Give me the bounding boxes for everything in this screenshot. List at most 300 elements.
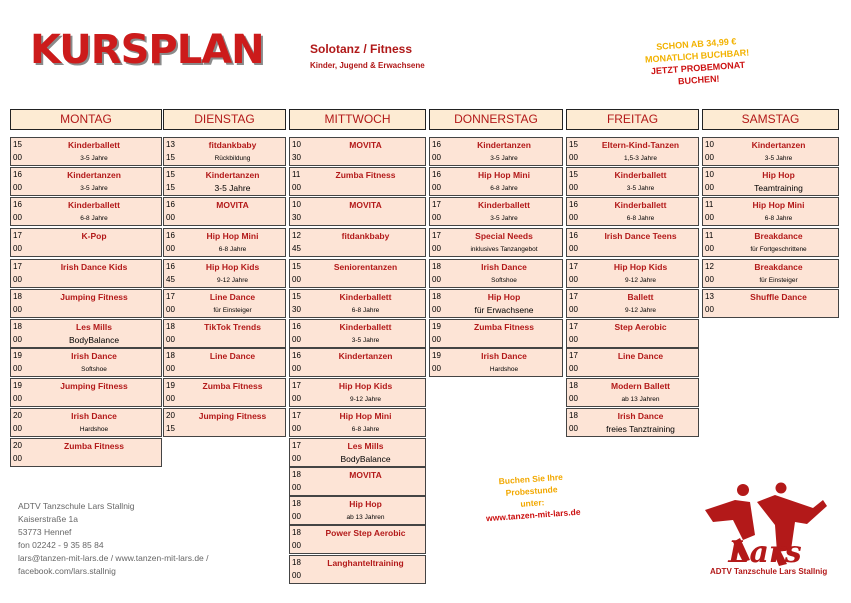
course-detail: freies Tanztraining <box>606 424 675 434</box>
course-minute: 30 <box>292 153 301 162</box>
course-minute: 00 <box>292 335 301 344</box>
course-minute: 30 <box>292 213 301 222</box>
day-header: FREITAG <box>566 109 699 130</box>
address-line: fon 02242 - 9 35 85 84 <box>18 540 104 550</box>
course-detail: BodyBalance <box>340 454 391 464</box>
course-cell[interactable] <box>289 378 426 407</box>
course-minute: 00 <box>705 213 714 222</box>
course-name: Hip Hop Mini <box>206 231 259 241</box>
course-hour: 13 <box>705 292 714 301</box>
course-cell[interactable] <box>10 348 162 377</box>
course-hour: 16 <box>292 351 301 360</box>
day-header: MONTAG <box>10 109 162 130</box>
course-minute: 00 <box>292 183 301 192</box>
course-hour: 18 <box>292 558 301 567</box>
course-minute: 00 <box>292 364 301 373</box>
course-minute: 00 <box>13 364 22 373</box>
course-minute: 45 <box>292 244 301 253</box>
course-cell[interactable] <box>10 408 162 437</box>
course-detail: BodyBalance <box>68 335 120 345</box>
course-minute: 00 <box>569 183 578 192</box>
course-hour: 11 <box>705 231 714 240</box>
course-cell[interactable] <box>163 197 286 226</box>
booking-line: Buchen Sie Ihre <box>498 471 564 487</box>
course-hour: 20 <box>13 441 22 450</box>
course-name: Zumba Fitness <box>335 170 396 180</box>
course-minute: 00 <box>569 275 578 284</box>
course-name: Zumba Fitness <box>474 322 534 332</box>
course-hour: 15 <box>292 292 301 301</box>
course-detail: 9-12 Jahre <box>624 277 657 284</box>
course-cell[interactable] <box>702 167 839 196</box>
course-minute: 00 <box>13 454 22 463</box>
booking-line: Probestunde <box>505 484 558 498</box>
course-name: Breakdance <box>754 262 803 272</box>
course-cell[interactable] <box>289 319 426 348</box>
booking-url-link[interactable]: www.tanzen-mit-lars.de <box>485 506 581 524</box>
course-detail: 6-8 Jahre <box>626 215 655 222</box>
course-minute: 00 <box>432 364 441 373</box>
booking-note <box>460 468 603 526</box>
course-cell[interactable] <box>566 259 699 288</box>
course-name: Irish Dance <box>481 262 527 272</box>
course-detail: für Einsteiger <box>759 277 798 284</box>
course-hour: 17 <box>432 231 441 240</box>
course-hour: 16 <box>166 200 175 209</box>
course-minute: 00 <box>13 424 22 433</box>
course-hour: 19 <box>432 351 441 360</box>
course-cell[interactable] <box>10 228 162 257</box>
course-minute: 00 <box>13 244 22 253</box>
course-detail: Teamtraining <box>754 183 803 193</box>
course-cell[interactable] <box>429 348 563 377</box>
course-name: Kindertanzen <box>477 140 531 150</box>
course-minute: 00 <box>292 571 301 580</box>
course-hour: 15 <box>13 140 22 149</box>
course-hour: 17 <box>13 262 22 271</box>
course-name: MOVITA <box>349 200 382 210</box>
course-hour: 16 <box>569 231 578 240</box>
course-hour: 12 <box>292 231 301 240</box>
course-minute: 00 <box>705 275 714 284</box>
day-header: SAMSTAG <box>702 109 839 130</box>
course-detail: 1,5-3 Jahre <box>624 155 657 162</box>
course-cell[interactable] <box>163 319 286 348</box>
course-hour: 16 <box>13 200 22 209</box>
course-hour: 18 <box>13 322 22 331</box>
course-cell[interactable] <box>429 319 563 348</box>
course-minute: 15 <box>166 153 175 162</box>
address-line: Kaiserstraße 1a <box>18 514 78 524</box>
course-cell[interactable] <box>289 259 426 288</box>
course-name: Breakdance <box>754 231 803 241</box>
course-name: Langhanteltraining <box>327 558 404 568</box>
course-detail: Softshoe <box>81 366 107 373</box>
course-detail: 6-8 Jahre <box>764 215 793 222</box>
course-hour: 18 <box>569 381 578 390</box>
course-name: Jumping Fitness <box>60 381 128 391</box>
course-cell[interactable] <box>702 197 839 226</box>
course-hour: 20 <box>166 411 175 420</box>
course-minute: 15 <box>166 424 175 433</box>
day-header: DIENSTAG <box>163 109 286 130</box>
course-name: Kindertanzen <box>67 170 121 180</box>
course-name: Kinderballett <box>614 170 667 180</box>
course-detail: 6-8 Jahre <box>218 246 247 253</box>
course-detail: 9-12 Jahre <box>216 277 249 284</box>
course-minute: 00 <box>569 305 578 314</box>
course-cell[interactable] <box>289 167 426 196</box>
course-name: Eltern-Kind-Tanzen <box>601 140 680 150</box>
course-hour: 17 <box>569 322 578 331</box>
course-hour: 16 <box>432 140 441 149</box>
course-minute: 00 <box>432 244 441 253</box>
course-detail: 3-5 Jahre <box>80 185 108 192</box>
course-hour: 10 <box>705 140 714 149</box>
course-cell[interactable] <box>429 197 563 226</box>
course-cell[interactable] <box>289 137 426 166</box>
course-hour: 17 <box>432 200 441 209</box>
course-name: Line Dance <box>209 351 256 361</box>
course-cell[interactable] <box>429 289 563 318</box>
course-cell[interactable] <box>566 408 699 437</box>
course-minute: 00 <box>292 483 301 492</box>
course-name: Zumba Fitness <box>64 441 124 451</box>
booking-line: unter: <box>520 497 545 509</box>
course-name: MOVITA <box>349 470 382 480</box>
course-cell[interactable] <box>566 228 699 257</box>
course-hour: 10 <box>292 140 301 149</box>
address-line: 53773 Hennef <box>18 527 72 537</box>
course-hour: 18 <box>292 470 301 479</box>
course-name: Step Aerobic <box>614 322 667 332</box>
promo-line: MONATLICH BUCHBAR! <box>644 47 750 65</box>
logo-caption: ADTV Tanzschule Lars Stallnig <box>710 567 828 576</box>
course-detail: Rückbildung <box>214 155 251 162</box>
page-subtitle: Solotanz / Fitness <box>310 42 413 56</box>
course-minute: 00 <box>569 364 578 373</box>
course-minute: 00 <box>569 335 578 344</box>
course-detail: 9-12 Jahre <box>349 396 382 403</box>
course-cell[interactable] <box>702 259 839 288</box>
course-detail: ab 13 Jahren <box>346 514 385 521</box>
course-cell[interactable] <box>566 289 699 318</box>
course-minute: 00 <box>292 394 301 403</box>
course-name: MOVITA <box>349 140 382 150</box>
course-minute: 00 <box>292 424 301 433</box>
course-name: Irish Dance <box>617 411 664 421</box>
course-hour: 16 <box>166 262 175 271</box>
course-hour: 17 <box>292 441 301 450</box>
course-name: Power Step Aerobic <box>325 528 406 538</box>
course-hour: 18 <box>166 351 175 360</box>
course-name: Hip Hop Mini <box>752 200 805 210</box>
course-cell[interactable] <box>566 197 699 226</box>
course-cell[interactable] <box>10 197 162 226</box>
course-cell[interactable] <box>289 525 426 554</box>
course-hour: 18 <box>292 499 301 508</box>
page-subtitle-audience: Kinder, Jugend & Erwachsene <box>310 61 425 70</box>
course-hour: 19 <box>13 351 22 360</box>
course-hour: 15 <box>166 170 175 179</box>
course-detail: 3-5 Jahre <box>214 183 251 193</box>
course-name: Kinderballett <box>614 200 667 210</box>
course-hour: 16 <box>432 170 441 179</box>
course-cell[interactable] <box>429 228 563 257</box>
course-minute: 00 <box>432 183 441 192</box>
course-name: Irish Dance Teens <box>604 231 677 241</box>
course-name: Line Dance <box>617 351 664 361</box>
course-hour: 18 <box>166 322 175 331</box>
course-minute: 00 <box>432 213 441 222</box>
course-cell[interactable] <box>566 348 699 377</box>
course-minute: 00 <box>13 335 22 344</box>
course-name: Irish Dance <box>71 411 117 421</box>
course-cell[interactable] <box>289 467 426 496</box>
course-minute: 00 <box>166 213 175 222</box>
promo-line: SCHON AB 34,99 € <box>655 36 737 52</box>
course-cell[interactable] <box>566 167 699 196</box>
course-cell[interactable] <box>163 348 286 377</box>
course-name: Kinderballett <box>339 322 392 332</box>
course-detail: 3-5 Jahre <box>351 337 380 344</box>
course-hour: 17 <box>569 351 578 360</box>
promo-line: BUCHEN! <box>677 73 720 87</box>
course-minute: 00 <box>292 541 301 550</box>
course-detail: 3-5 Jahre <box>626 185 655 192</box>
course-cell[interactable] <box>163 137 286 166</box>
address-line[interactable]: facebook.com/lars.stallnig <box>18 566 116 576</box>
course-minute: 00 <box>569 424 578 433</box>
course-detail: 6-8 Jahre <box>351 307 380 314</box>
course-cell[interactable] <box>566 319 699 348</box>
course-minute: 00 <box>166 305 175 314</box>
course-minute: 00 <box>166 244 175 253</box>
course-minute: 00 <box>569 244 578 253</box>
course-cell[interactable] <box>702 137 839 166</box>
course-minute: 00 <box>292 275 301 284</box>
course-name: Hip Hop <box>349 499 382 509</box>
course-hour: 17 <box>13 231 22 240</box>
course-name: TikTok Trends <box>204 322 261 332</box>
course-minute: 00 <box>705 244 714 253</box>
course-minute: 00 <box>13 153 22 162</box>
course-hour: 10 <box>705 170 714 179</box>
course-hour: 11 <box>705 200 714 209</box>
course-hour: 20 <box>13 411 22 420</box>
course-detail: Softshoe <box>491 277 517 284</box>
course-name: Les Mills <box>76 322 112 332</box>
course-name: Hip Hop <box>762 170 795 180</box>
course-hour: 17 <box>569 262 578 271</box>
course-hour: 16 <box>166 231 175 240</box>
course-cell[interactable] <box>10 167 162 196</box>
course-name: Zumba Fitness <box>202 381 263 391</box>
course-cell[interactable] <box>163 167 286 196</box>
course-detail: Hardshoe <box>79 426 109 433</box>
course-detail: 3-5 Jahre <box>490 155 518 162</box>
promo-line: JETZT PROBEMONAT <box>650 59 746 77</box>
course-minute: 00 <box>292 454 301 463</box>
course-cell[interactable] <box>289 228 426 257</box>
course-minute: 00 <box>432 305 441 314</box>
course-name: Kinderballett <box>68 140 120 150</box>
course-minute: 00 <box>13 213 22 222</box>
course-cell[interactable] <box>163 289 286 318</box>
course-name: Hip Hop Mini <box>339 411 392 421</box>
course-minute: 00 <box>705 305 714 314</box>
course-name: Kindertanzen <box>205 170 260 180</box>
course-cell[interactable] <box>289 438 426 467</box>
course-hour: 11 <box>292 170 301 179</box>
course-name: fitdankbaby <box>341 231 390 241</box>
course-hour: 18 <box>432 292 441 301</box>
course-name: Kinderballett <box>68 200 120 210</box>
course-cell[interactable] <box>10 137 162 166</box>
course-cell[interactable] <box>10 259 162 288</box>
course-cell[interactable] <box>163 259 286 288</box>
course-cell[interactable] <box>429 167 563 196</box>
course-cell[interactable] <box>163 408 286 437</box>
course-name: Ballett <box>627 292 654 302</box>
course-name: Irish Dance Kids <box>60 262 128 272</box>
course-cell[interactable] <box>566 137 699 166</box>
course-name: Jumping Fitness <box>198 411 267 421</box>
course-cell[interactable] <box>163 378 286 407</box>
address-line: ADTV Tanzschule Lars Stallnig <box>18 501 135 511</box>
school-address <box>18 500 209 578</box>
course-detail: ab 13 Jahren <box>621 396 660 403</box>
course-hour: 17 <box>569 292 578 301</box>
course-cell[interactable] <box>289 289 426 318</box>
course-minute: 00 <box>705 183 714 192</box>
course-hour: 18 <box>292 528 301 537</box>
course-hour: 15 <box>569 140 578 149</box>
course-hour: 16 <box>13 170 22 179</box>
logo-wordmark: Lars <box>728 535 802 570</box>
course-cell[interactable] <box>429 259 563 288</box>
course-cell[interactable] <box>566 378 699 407</box>
course-detail: für Erwachsene <box>474 305 534 315</box>
course-name: Kinderballett <box>478 200 530 210</box>
course-hour: 12 <box>705 262 714 271</box>
course-cell[interactable] <box>289 555 426 584</box>
course-name: Irish Dance <box>71 351 117 361</box>
course-cell[interactable] <box>289 348 426 377</box>
course-minute: 00 <box>292 512 301 521</box>
course-minute: 00 <box>432 275 441 284</box>
course-cell[interactable] <box>10 289 162 318</box>
course-name: Kindertanzen <box>338 351 393 361</box>
course-hour: 15 <box>569 170 578 179</box>
course-detail: für Fortgeschrittene <box>750 246 807 253</box>
course-detail: 3-5 Jahre <box>80 155 108 162</box>
course-hour: 18 <box>569 411 578 420</box>
course-hour: 19 <box>13 381 22 390</box>
course-hour: 17 <box>292 411 301 420</box>
course-minute: 45 <box>166 275 175 284</box>
course-detail: 9-12 Jahre <box>624 307 657 314</box>
course-minute: 00 <box>13 183 22 192</box>
course-name: Jumping Fitness <box>60 292 128 302</box>
course-minute: 00 <box>705 153 714 162</box>
course-minute: 00 <box>432 335 441 344</box>
course-minute: 00 <box>166 335 175 344</box>
course-name: Hip Hop Kids <box>613 262 668 272</box>
course-minute: 00 <box>569 213 578 222</box>
course-name: Line Dance <box>209 292 256 302</box>
course-minute: 00 <box>569 394 578 403</box>
course-name: Irish Dance <box>481 351 527 361</box>
course-name: Les Mills <box>347 441 384 451</box>
course-minute: 15 <box>166 183 175 192</box>
course-name: K-Pop <box>81 231 107 241</box>
course-name: Special Needs <box>475 231 533 241</box>
course-minute: 00 <box>166 394 175 403</box>
course-name: Seniorentanzen <box>333 262 398 272</box>
course-hour: 10 <box>292 200 301 209</box>
course-name: MOVITA <box>216 200 249 210</box>
course-minute: 00 <box>569 153 578 162</box>
course-hour: 17 <box>292 381 301 390</box>
course-name: Hip Hop <box>487 292 521 302</box>
course-cell[interactable] <box>163 228 286 257</box>
course-detail: 3-5 Jahre <box>764 155 793 162</box>
course-hour: 16 <box>569 200 578 209</box>
course-hour: 13 <box>166 140 175 149</box>
course-cell[interactable] <box>10 438 162 467</box>
course-name: Hip Hop Kids <box>338 381 393 391</box>
course-detail: für Einsteiger <box>213 307 252 314</box>
course-name: Kindertanzen <box>751 140 806 150</box>
course-cell[interactable] <box>702 289 839 318</box>
course-minute: 00 <box>13 275 22 284</box>
course-minute: 00 <box>13 305 22 314</box>
course-hour: 17 <box>166 292 175 301</box>
course-name: Kinderballett <box>339 292 392 302</box>
course-cell[interactable] <box>10 378 162 407</box>
day-header: MITTWOCH <box>289 109 426 130</box>
course-detail: 6-8 Jahre <box>80 215 108 222</box>
course-cell[interactable] <box>10 319 162 348</box>
course-minute: 00 <box>13 394 22 403</box>
promo-banner <box>614 32 782 91</box>
course-hour: 16 <box>292 322 301 331</box>
course-name: Hip Hop Mini <box>478 170 530 180</box>
course-hour: 19 <box>166 381 175 390</box>
course-detail: 6-8 Jahre <box>490 185 518 192</box>
course-cell[interactable] <box>702 228 839 257</box>
course-minute: 30 <box>292 305 301 314</box>
course-cell[interactable] <box>289 408 426 437</box>
course-hour: 15 <box>292 262 301 271</box>
course-name: Shuffle Dance <box>750 292 807 302</box>
course-hour: 19 <box>432 322 441 331</box>
course-detail: inklusives Tanzangebot <box>470 246 538 253</box>
course-cell[interactable] <box>289 197 426 226</box>
course-hour: 18 <box>13 292 22 301</box>
course-detail: 3-5 Jahre <box>490 215 518 222</box>
course-minute: 00 <box>166 364 175 373</box>
course-cell[interactable] <box>289 496 426 525</box>
address-line[interactable]: lars@tanzen-mit-lars.de / www.tanzen-mit-lars.de / <box>18 553 209 563</box>
course-minute: 00 <box>432 153 441 162</box>
course-name: Hip Hop Kids <box>205 262 260 272</box>
course-name: Modern Ballett <box>610 381 671 391</box>
course-cell[interactable] <box>429 137 563 166</box>
course-hour: 18 <box>432 262 441 271</box>
day-header: DONNERSTAG <box>429 109 563 130</box>
